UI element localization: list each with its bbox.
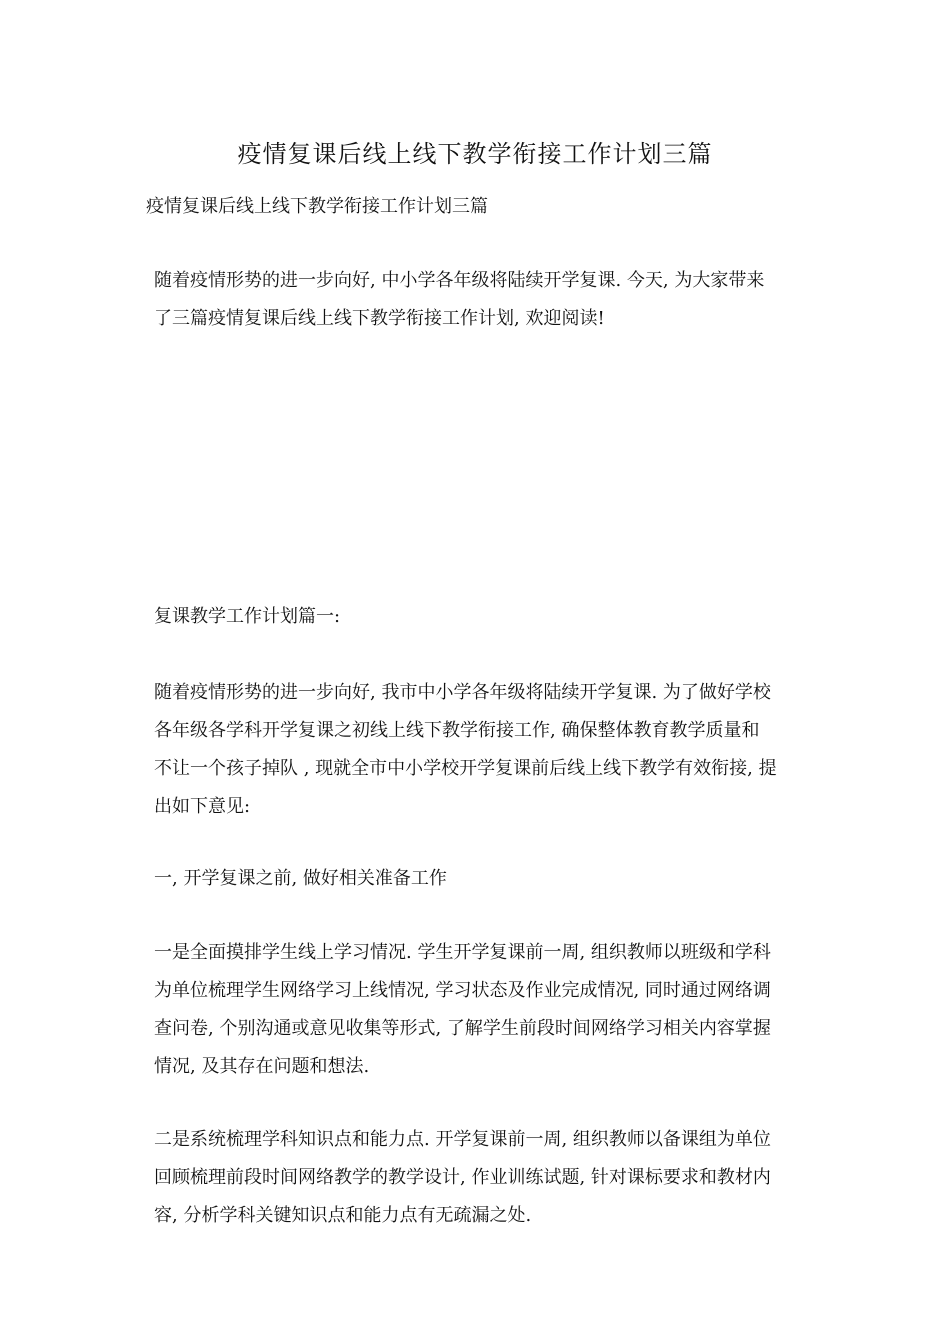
paragraph-line: 查问卷, 个别沟通或意见收集等形式, 了解学生前段时间网络学习相关内容掌握 [154, 1018, 771, 1039]
intro-line: 了三篇疫情复课后线上线下教学衔接工作计划, 欢迎阅读! [154, 308, 605, 329]
intro-line: 随着疫情形势的进一步向好, 中小学各年级将陆续开学复课. 今天, 为大家带来 [154, 270, 765, 291]
body-paragraph-3 [146, 1121, 814, 1235]
paragraph-line: 不让一个孩子掉队 , 现就全市中小学校开学复课前后线上线下教学有效衔接, 提 [154, 758, 777, 779]
document-title: 疫情复课后线上线下教学衔接工作计划三篇 [237, 140, 713, 168]
body-paragraph-1 [146, 674, 814, 826]
point-heading: 一, 开学复课之前, 做好相关准备工作 [154, 868, 447, 889]
paragraph-line: 情况, 及其存在问题和想法. [154, 1056, 370, 1077]
intro-paragraph [146, 262, 814, 338]
paragraph-line: 二是系统梳理学科知识点和能力点. 开学复课前一周, 组织教师以备课组为单位 [154, 1129, 771, 1150]
paragraph-line: 各年级各学科开学复课之初线上线下教学衔接工作, 确保整体教育教学质量和 [154, 720, 760, 741]
document-subtitle: 疫情复课后线上线下教学衔接工作计划三篇 [146, 196, 488, 217]
paragraph-line: 为单位梳理学生网络学习上线情况, 学习状态及作业完成情况, 同时通过网络调 [154, 980, 771, 1001]
paragraph-line: 回顾梳理前段时间网络教学的教学设计, 作业训练试题, 针对课标要求和教材内 [154, 1167, 771, 1188]
paragraph-line: 容, 分析学科关键知识点和能力点有无疏漏之处. [154, 1205, 532, 1226]
paragraph-line: 出如下意见: [154, 796, 251, 817]
paragraph-line: 随着疫情形势的进一步向好, 我市中小学各年级将陆续开学复课. 为了做好学校 [154, 682, 771, 703]
section-heading: 复课教学工作计划篇一: [154, 606, 341, 627]
body-paragraph-2 [146, 934, 814, 1086]
paragraph-line: 一是全面摸排学生线上学习情况. 学生开学复课前一周, 组织教师以班级和学科 [154, 942, 771, 963]
